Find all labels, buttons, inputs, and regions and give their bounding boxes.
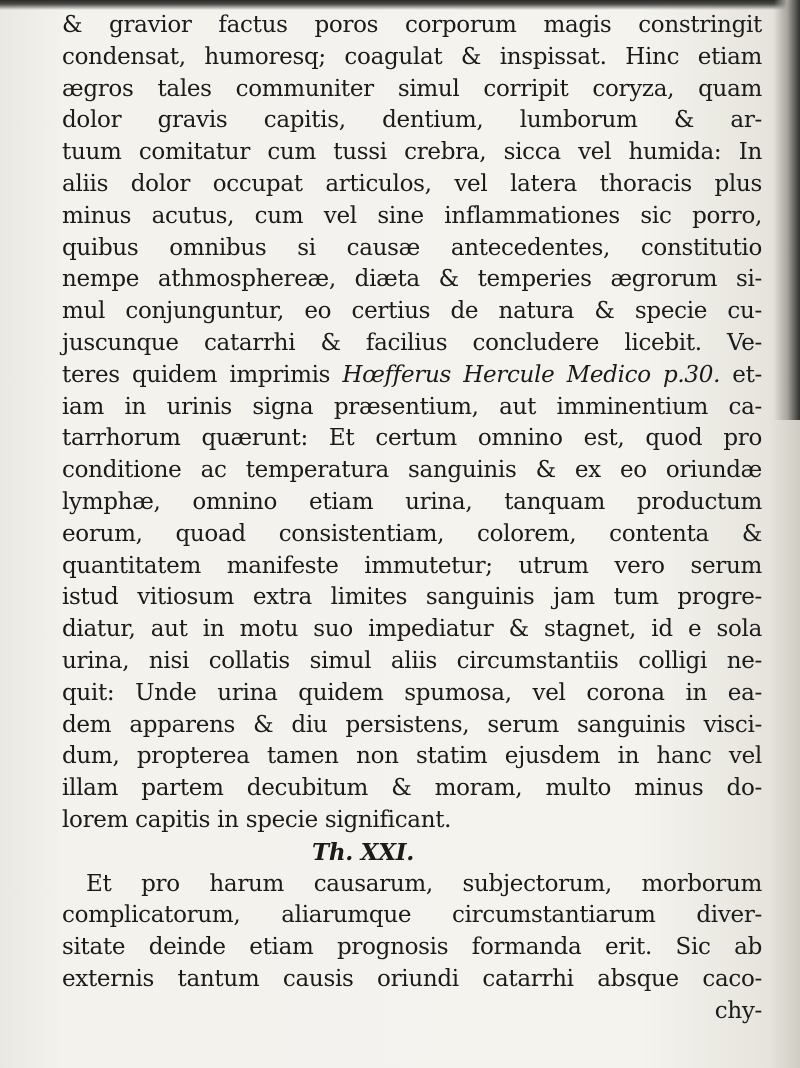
citation-lead: teres quidem imprimis <box>62 361 331 388</box>
text-line: condensat, humoresq; coagulat & inspissat. Hinc etiam <box>62 43 762 70</box>
page-binding-shadow <box>774 0 800 420</box>
citation-italic: Hœfferus Hercule Medico p.30. <box>342 361 721 388</box>
text-line: urina, nisi collatis simul aliis circumstantiis colligi ne- <box>62 647 762 674</box>
text-line: sitate deinde etiam prognosis formanda erit. Sic ab <box>62 934 762 961</box>
body-text <box>62 10 762 1028</box>
text-line: istud vitiosum extra limites sanguinis jam tum progre- <box>62 584 762 611</box>
text-line: tuum comitatur cum tussi crebra, sicca vel humida: In <box>62 139 762 166</box>
text-line: ægros tales communiter simul corripit coryza, quam <box>62 75 762 102</box>
text-line: tarrhorum quærunt: Et certum omnino est, quod pro <box>62 425 762 452</box>
text-line: complicatorum, aliarumque circumstantiarum diver- <box>62 902 762 929</box>
citation-tail: et- <box>732 361 762 388</box>
text-line: quantitatem manifeste immutetur; utrum vero serum <box>62 552 762 579</box>
text-line: dem apparens & diu persistens, serum sanguinis visci- <box>62 711 762 738</box>
text-line: externis tantum causis oriundi catarrhi absque caco- <box>62 965 762 992</box>
text-line: juscunque catarrhi & facilius concludere licebit. Ve- <box>62 329 762 356</box>
thesis-heading: Th. XXI. <box>312 838 414 866</box>
text-line: Et pro harum causarum, subjectorum, morborum <box>86 870 762 897</box>
text-line: conditione ac temperatura sanguinis & ex eo oriundæ <box>62 457 762 484</box>
text-line: quibus omnibus si causæ antecedentes, constitutio <box>62 234 762 261</box>
text-line: dum, propterea tamen non statim ejusdem in hanc vel <box>62 743 762 770</box>
text-line: diatur, aut in motu suo impediatur & stagnet, id e sola <box>62 616 762 643</box>
text-line: lymphæ, omnino etiam urina, tanquam productum <box>62 488 762 515</box>
text-line: & gravior factus poros corporum magis constringit <box>62 12 762 38</box>
text-line: eorum, quoad consistentiam, colorem, contenta & <box>62 520 762 547</box>
text-line: minus acutus, cum vel sine inflammationes sic porro, <box>62 202 762 229</box>
text-line: lorem capitis in specie significant. <box>62 806 452 833</box>
catchword: chy- <box>714 997 762 1024</box>
text-line: dolor gravis capitis, dentium, lumborum & ar- <box>62 107 762 134</box>
text-line: iam in urinis signa præsentium, aut imminentium ca- <box>62 393 762 420</box>
text-line-citation <box>62 360 762 392</box>
text-line: nempe athmosphereæ, diæta & temperies ægrorum si- <box>62 266 762 293</box>
text-line: quit: Unde urina quidem spumosa, vel corona in ea- <box>62 679 762 706</box>
text-line: illam partem decubitum & moram, multo minus do- <box>62 775 762 802</box>
page-top-edge <box>0 0 800 10</box>
text-line: aliis dolor occupat articulos, vel latera thoracis plus <box>62 170 762 197</box>
text-line: mul conjunguntur, eo certius de natura & specie cu- <box>62 298 762 325</box>
